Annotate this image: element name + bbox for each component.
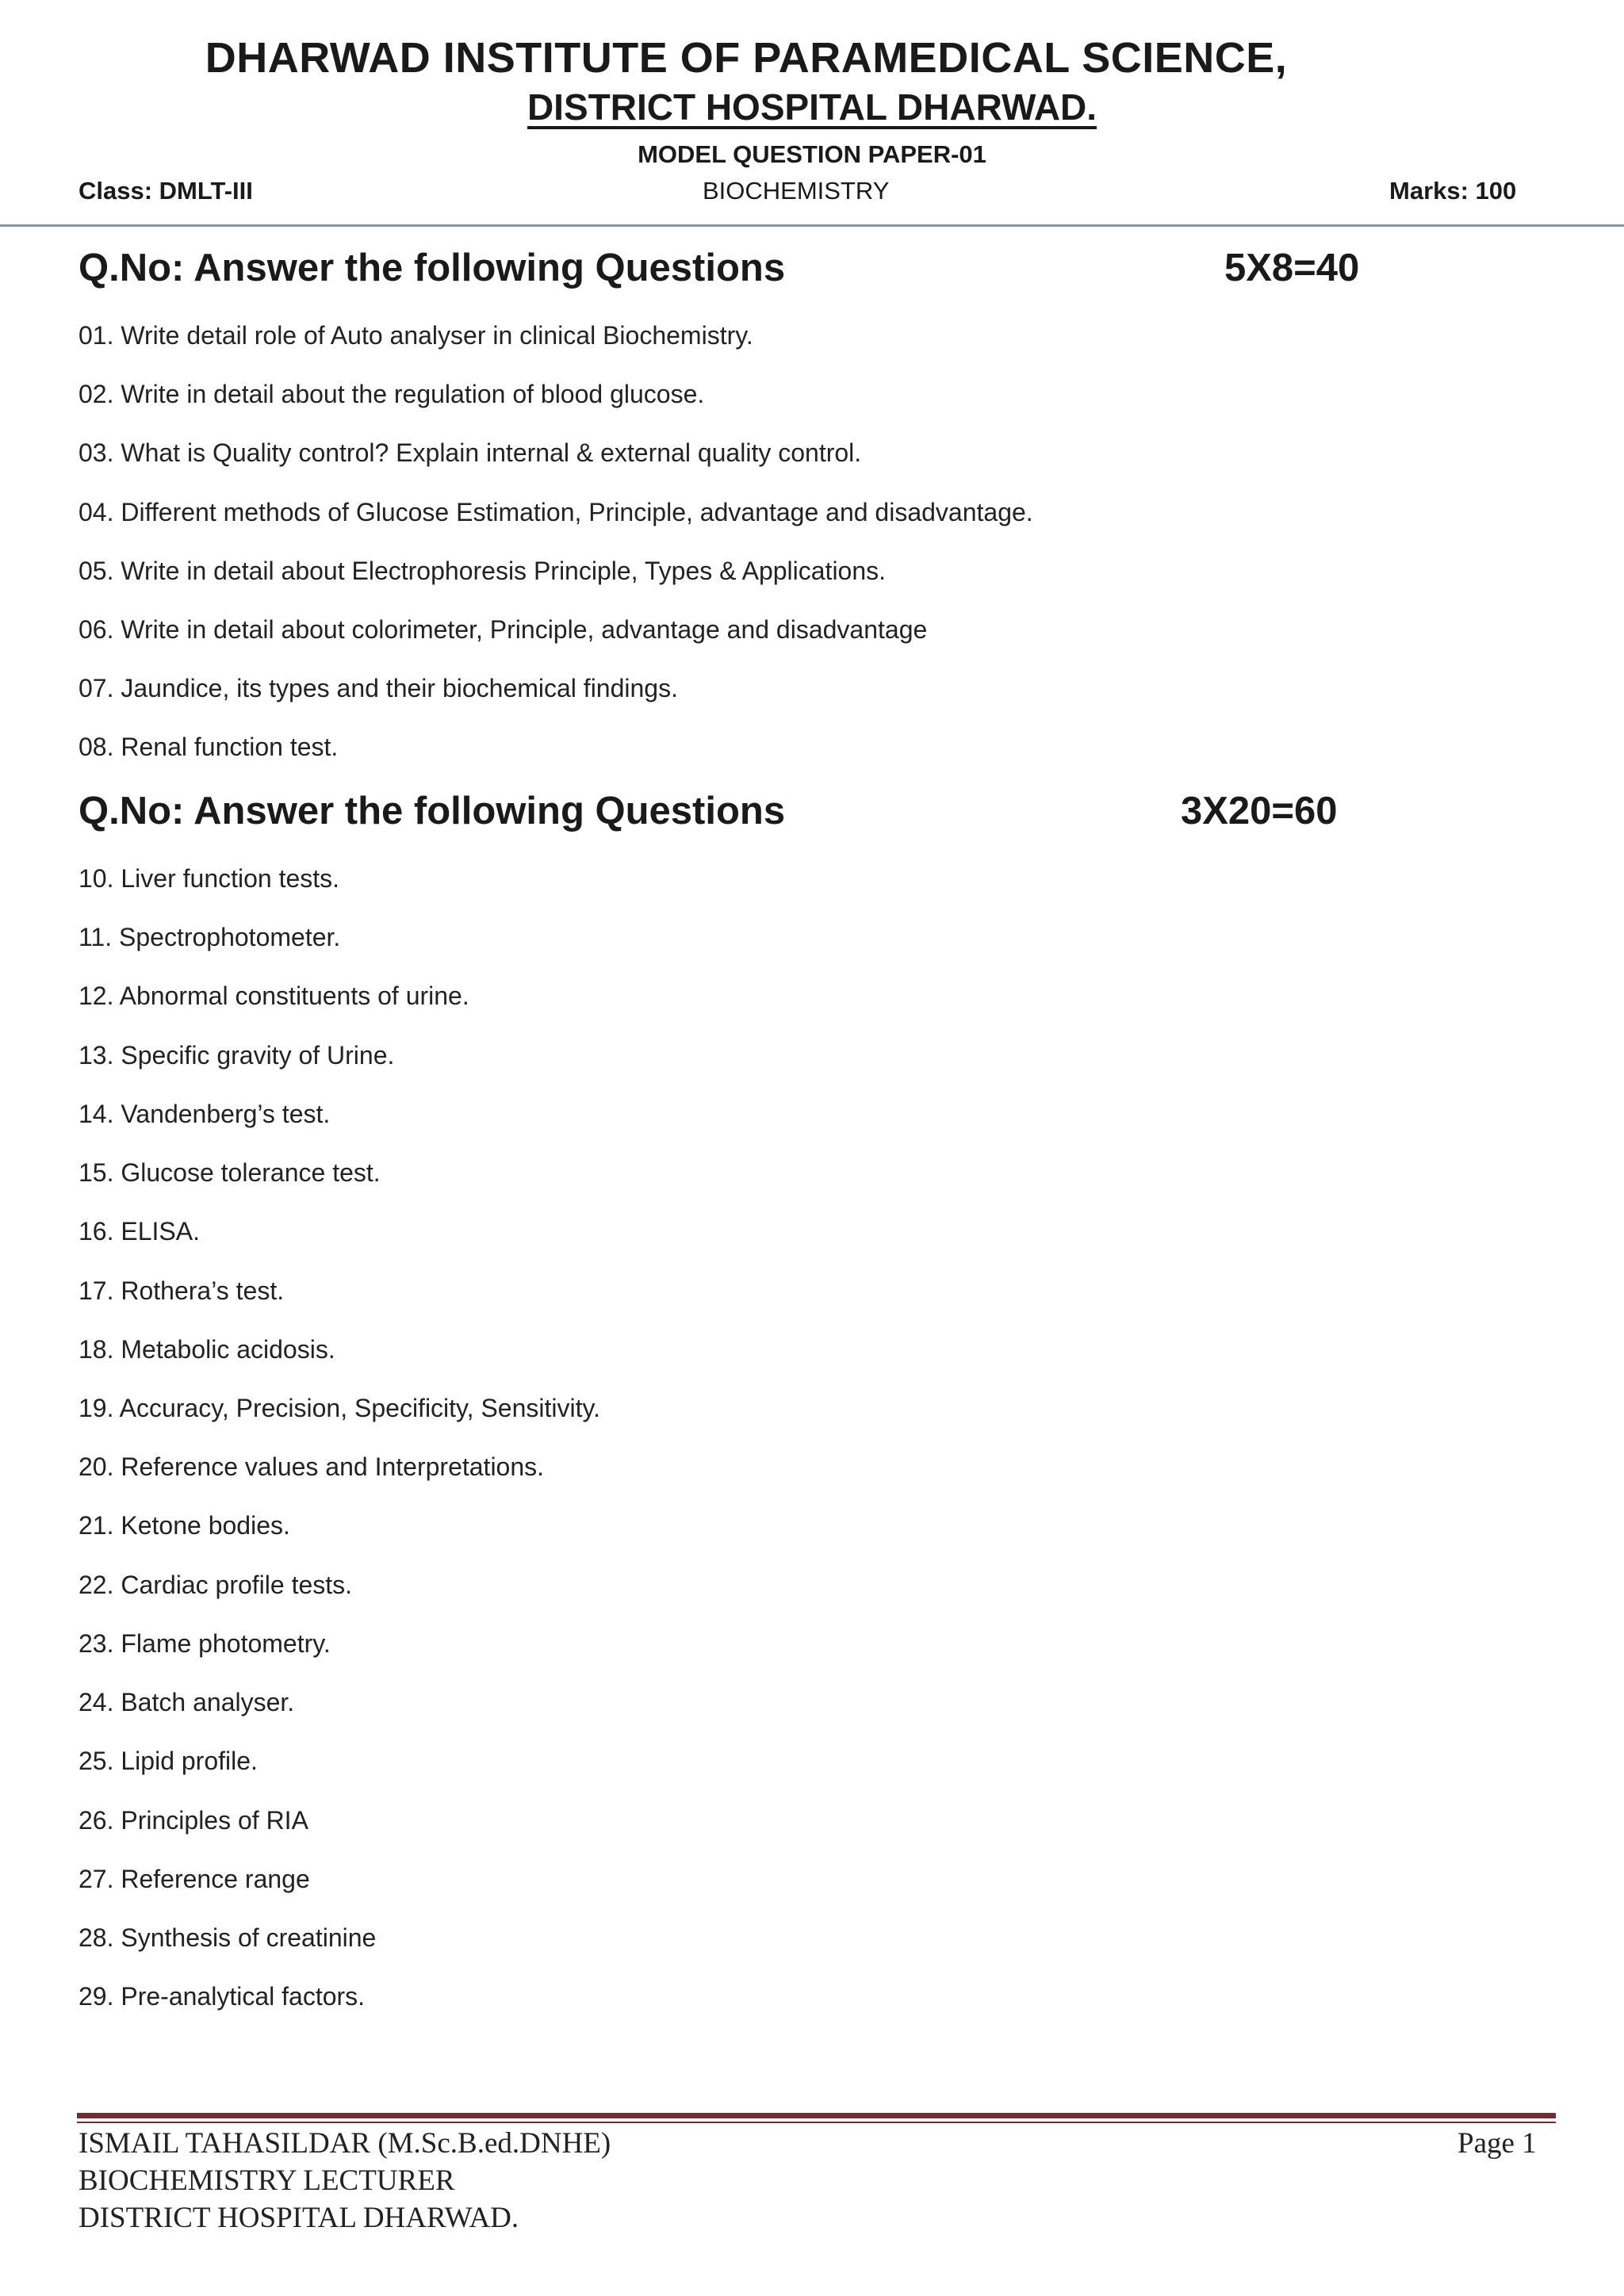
question-item: 11. Spectrophotometer. (79, 923, 341, 951)
question-item: 13. Specific gravity of Urine. (79, 1041, 395, 1070)
question-item: 06. Write in detail about colorimeter, Principle, advantage and disadvantage (79, 615, 928, 644)
question-item: 08. Renal function test. (79, 733, 339, 761)
section-1-marks: 5X8=40 (1224, 247, 1360, 289)
question-item: 21. Ketone bodies. (79, 1511, 290, 1540)
question-item: 10. Liver function tests. (79, 864, 340, 893)
hospital-name (0, 86, 1624, 128)
question-item: 29. Pre-analytical factors. (79, 1982, 366, 2011)
question-item: 14. Vandenberg’s test. (79, 1100, 331, 1128)
question-item: 22. Cardiac profile tests. (79, 1571, 353, 1599)
question-item: 19. Accuracy, Precision, Specificity, Sensitivity. (79, 1394, 601, 1422)
class-label: Class: DMLT-III (79, 177, 253, 205)
question-item: 03. What is Quality control? Explain internal & external quality control. (79, 438, 862, 467)
question-item: 18. Metabolic acidosis. (79, 1335, 335, 1364)
institute-name: DHARWAD INSTITUTE OF PARAMEDICAL SCIENCE, (205, 34, 1288, 82)
question-item: 24. Batch analyser. (79, 1688, 295, 1716)
question-item: 12. Abnormal constituents of urine. (79, 982, 469, 1010)
question-item: 16. ELISA. (79, 1217, 200, 1246)
section-2-heading: Q.No: Answer the following Questions (79, 790, 786, 832)
question-item: 05. Write in detail about Electrophoresis Principle, Types & Applications. (79, 557, 887, 585)
footer-institution: DISTRICT HOSPITAL DHARWAD. (79, 2202, 519, 2234)
question-item: 15. Glucose tolerance test. (79, 1158, 381, 1187)
question-item: 23. Flame photometry. (79, 1629, 331, 1658)
question-item: 07. Jaundice, its types and their biochemical findings. (79, 674, 678, 702)
footer-divider-thick (77, 2113, 1556, 2118)
footer-divider-thin (77, 2122, 1556, 2123)
footer-role: BIOCHEMISTRY LECTURER (79, 2164, 455, 2197)
question-item: 04. Different methods of Glucose Estimation, Principle, advantage and disadvantage. (79, 498, 1033, 526)
section-2-marks: 3X20=60 (1181, 790, 1338, 832)
question-item: 25. Lipid profile. (79, 1747, 258, 1775)
marks-label: Marks: 100 (1389, 177, 1517, 205)
question-item: 26. Principles of RIA (79, 1806, 308, 1835)
question-item: 01. Write detail role of Auto analyser in clinical Biochemistry. (79, 321, 753, 350)
question-item: 20. Reference values and Interpretations. (79, 1452, 545, 1481)
question-item: 28. Synthesis of creatinine (79, 1923, 377, 1952)
paper-title: MODEL QUESTION PAPER-01 (638, 140, 986, 168)
header-divider (0, 224, 1624, 227)
subject-label: BIOCHEMISTRY (703, 177, 890, 205)
hospital-name-text: DISTRICT HOSPITAL DHARWAD. (527, 86, 1097, 128)
footer-author: ISMAIL TAHASILDAR (M.Sc.B.ed.DNHE) (79, 2127, 611, 2160)
question-item: 17. Rothera’s test. (79, 1276, 285, 1305)
section-1-heading: Q.No: Answer the following Questions (79, 247, 786, 289)
question-item: 27. Reference range (79, 1865, 310, 1893)
question-item: 02. Write in detail about the regulation of blood glucose. (79, 380, 705, 408)
page-number: Page 1 (1457, 2127, 1537, 2160)
